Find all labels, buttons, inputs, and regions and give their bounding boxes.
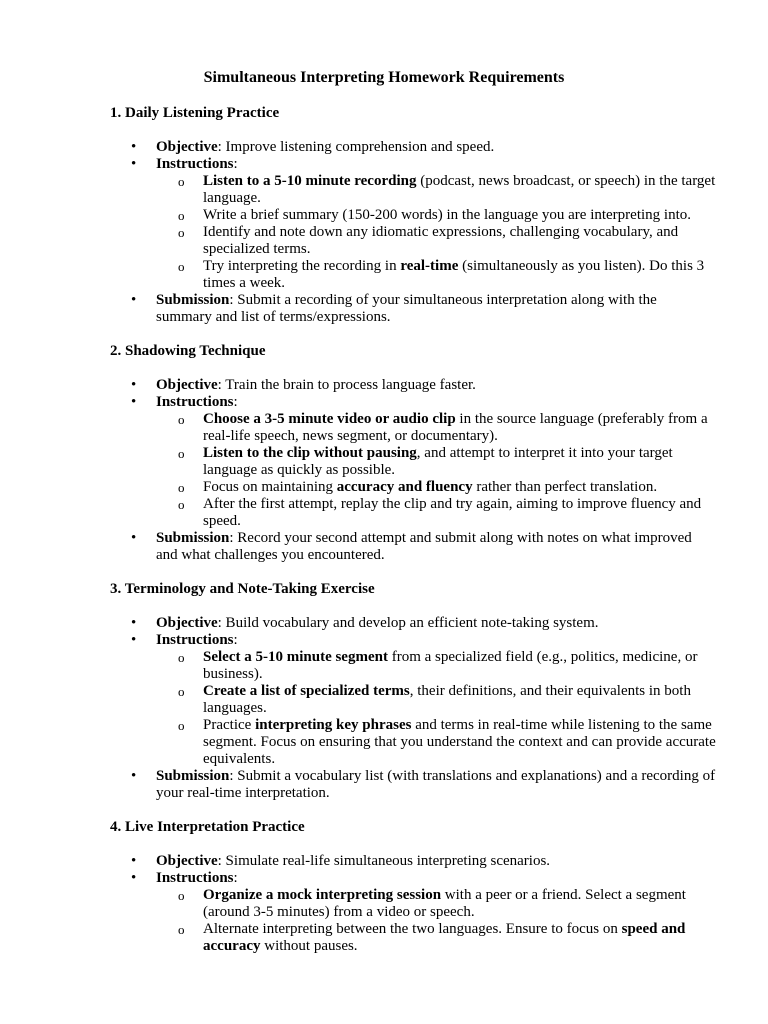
instructions-item [156, 156, 716, 292]
step-text: , their definitions, and their equivalents in both languages. [203, 683, 691, 716]
objective-item [156, 615, 716, 632]
step-text: without pauses. [260, 938, 358, 954]
instructions-colon: : [233, 632, 238, 648]
submission-text: : Record your second attempt and submit along with notes on what improved and what challenges you encountered. [156, 530, 692, 563]
submission-text: : Submit a recording of your simultaneous interpretation along with the summary and list of terms/expressions. [156, 292, 657, 325]
step-text: Alternate interpreting between the two languages. Ensure to focus on [203, 921, 622, 937]
step-bold: speed and accuracy [203, 921, 686, 954]
section-heading: 3. Terminology and Note-Taking Exercise [110, 581, 375, 597]
step-bold: Select a 5-10 minute segment [203, 649, 388, 665]
step-text: with a peer or a friend. Select a segment (around 3-5 minutes) from a video or speech. [203, 887, 686, 920]
step-bold: Listen to a 5-10 minute recording [203, 173, 417, 189]
instructions-colon: : [233, 870, 238, 886]
bullet-list [110, 377, 716, 564]
step-text: Write a brief summary (150-200 words) in the language you are interpreting into. [203, 207, 691, 223]
instruction-steps [156, 649, 716, 768]
objective-item [156, 139, 716, 156]
instructions-item [156, 870, 716, 955]
step-bold: interpreting key phrases [255, 717, 412, 733]
step-item [203, 258, 716, 292]
objective-label: Objective [156, 139, 218, 155]
step-text: and terms in real-time while listening to the same segment. Focus on ensuring that you understand the context and can provide accurate equivalents. [203, 717, 716, 767]
step-item [203, 717, 716, 768]
section-heading: 4. Live Interpretation Practice [110, 819, 305, 835]
instruction-steps [156, 411, 716, 530]
step-item [203, 411, 716, 445]
submission-label: Submission [156, 530, 230, 546]
step-item [203, 887, 716, 921]
step-text: (podcast, news broadcast, or speech) in the target language. [203, 173, 716, 206]
objective-text: : Improve listening comprehension and speed. [217, 139, 495, 155]
step-item [203, 479, 716, 496]
instructions-label: Instructions [156, 156, 234, 172]
step-item [203, 207, 716, 224]
step-bold: real-time [400, 258, 459, 274]
step-text: rather than perfect translation. [472, 479, 658, 495]
objective-text: : Build vocabulary and develop an efficient note-taking system. [217, 615, 599, 631]
step-text: Identify and note down any idiomatic expressions, challenging vocabulary, and specialized terms. [203, 224, 679, 257]
step-text: After the first attempt, replay the clip and try again, aiming to improve fluency and speed. [203, 496, 702, 529]
step-item [203, 649, 716, 683]
submission-item [156, 768, 716, 802]
instructions-item [156, 632, 716, 768]
step-text: Try interpreting the recording in [203, 258, 401, 274]
step-item [203, 445, 716, 479]
objective-text: : Simulate real-life simultaneous interpreting scenarios. [217, 853, 551, 869]
section-heading: 2. Shadowing Technique [110, 343, 266, 359]
step-bold: Organize a mock interpreting session [203, 887, 442, 903]
instructions-colon: : [233, 394, 238, 410]
step-bold: Listen to the clip without pausing [203, 445, 417, 461]
submission-item [156, 292, 716, 326]
step-item [203, 173, 716, 207]
instructions-label: Instructions [156, 632, 234, 648]
instruction-steps [156, 887, 716, 955]
bullet-list [110, 139, 716, 326]
document-title: Simultaneous Interpreting Homework Requirements [203, 69, 565, 86]
section-daily-listening [110, 105, 716, 326]
step-item [203, 496, 716, 530]
submission-label: Submission [156, 292, 230, 308]
objective-text: : Train the brain to process language faster. [217, 377, 476, 393]
objective-label: Objective [156, 615, 218, 631]
step-bold: Create a list of specialized terms [203, 683, 410, 699]
step-text: , and attempt to interpret it into your target language as quickly as possible. [203, 445, 673, 478]
bullet-list [110, 615, 716, 802]
objective-label: Objective [156, 377, 218, 393]
objective-label: Objective [156, 853, 218, 869]
submission-item [156, 530, 716, 564]
step-item [203, 224, 716, 258]
objective-item [156, 377, 716, 394]
instructions-label: Instructions [156, 394, 234, 410]
section-heading: 1. Daily Listening Practice [110, 105, 280, 121]
instruction-steps [156, 173, 716, 292]
step-text: (simultaneously as you listen). Do this 3 times a week. [203, 258, 705, 291]
step-item [203, 683, 716, 717]
step-item [203, 921, 716, 955]
step-text: Practice [203, 717, 256, 733]
instructions-item [156, 394, 716, 530]
bullet-list [110, 853, 716, 955]
section-terminology [110, 581, 716, 802]
objective-item [156, 853, 716, 870]
section-shadowing [110, 343, 716, 564]
section-live-interpretation [110, 819, 716, 955]
step-text: from a specialized field (e.g., politics, medicine, or business). [203, 649, 698, 682]
step-bold: Choose a 3-5 minute video or audio clip [203, 411, 456, 427]
instructions-colon: : [233, 156, 238, 172]
instructions-label: Instructions [156, 870, 234, 886]
step-bold: accuracy and fluency [336, 479, 473, 495]
step-text: in the source language (preferably from a real-life speech, news segment, or documentary). [203, 411, 708, 444]
step-text: Focus on maintaining [203, 479, 337, 495]
submission-label: Submission [156, 768, 230, 784]
submission-text: : Submit a vocabulary list (with translations and explanations) and a recording of your real-time interpretation. [156, 768, 716, 801]
